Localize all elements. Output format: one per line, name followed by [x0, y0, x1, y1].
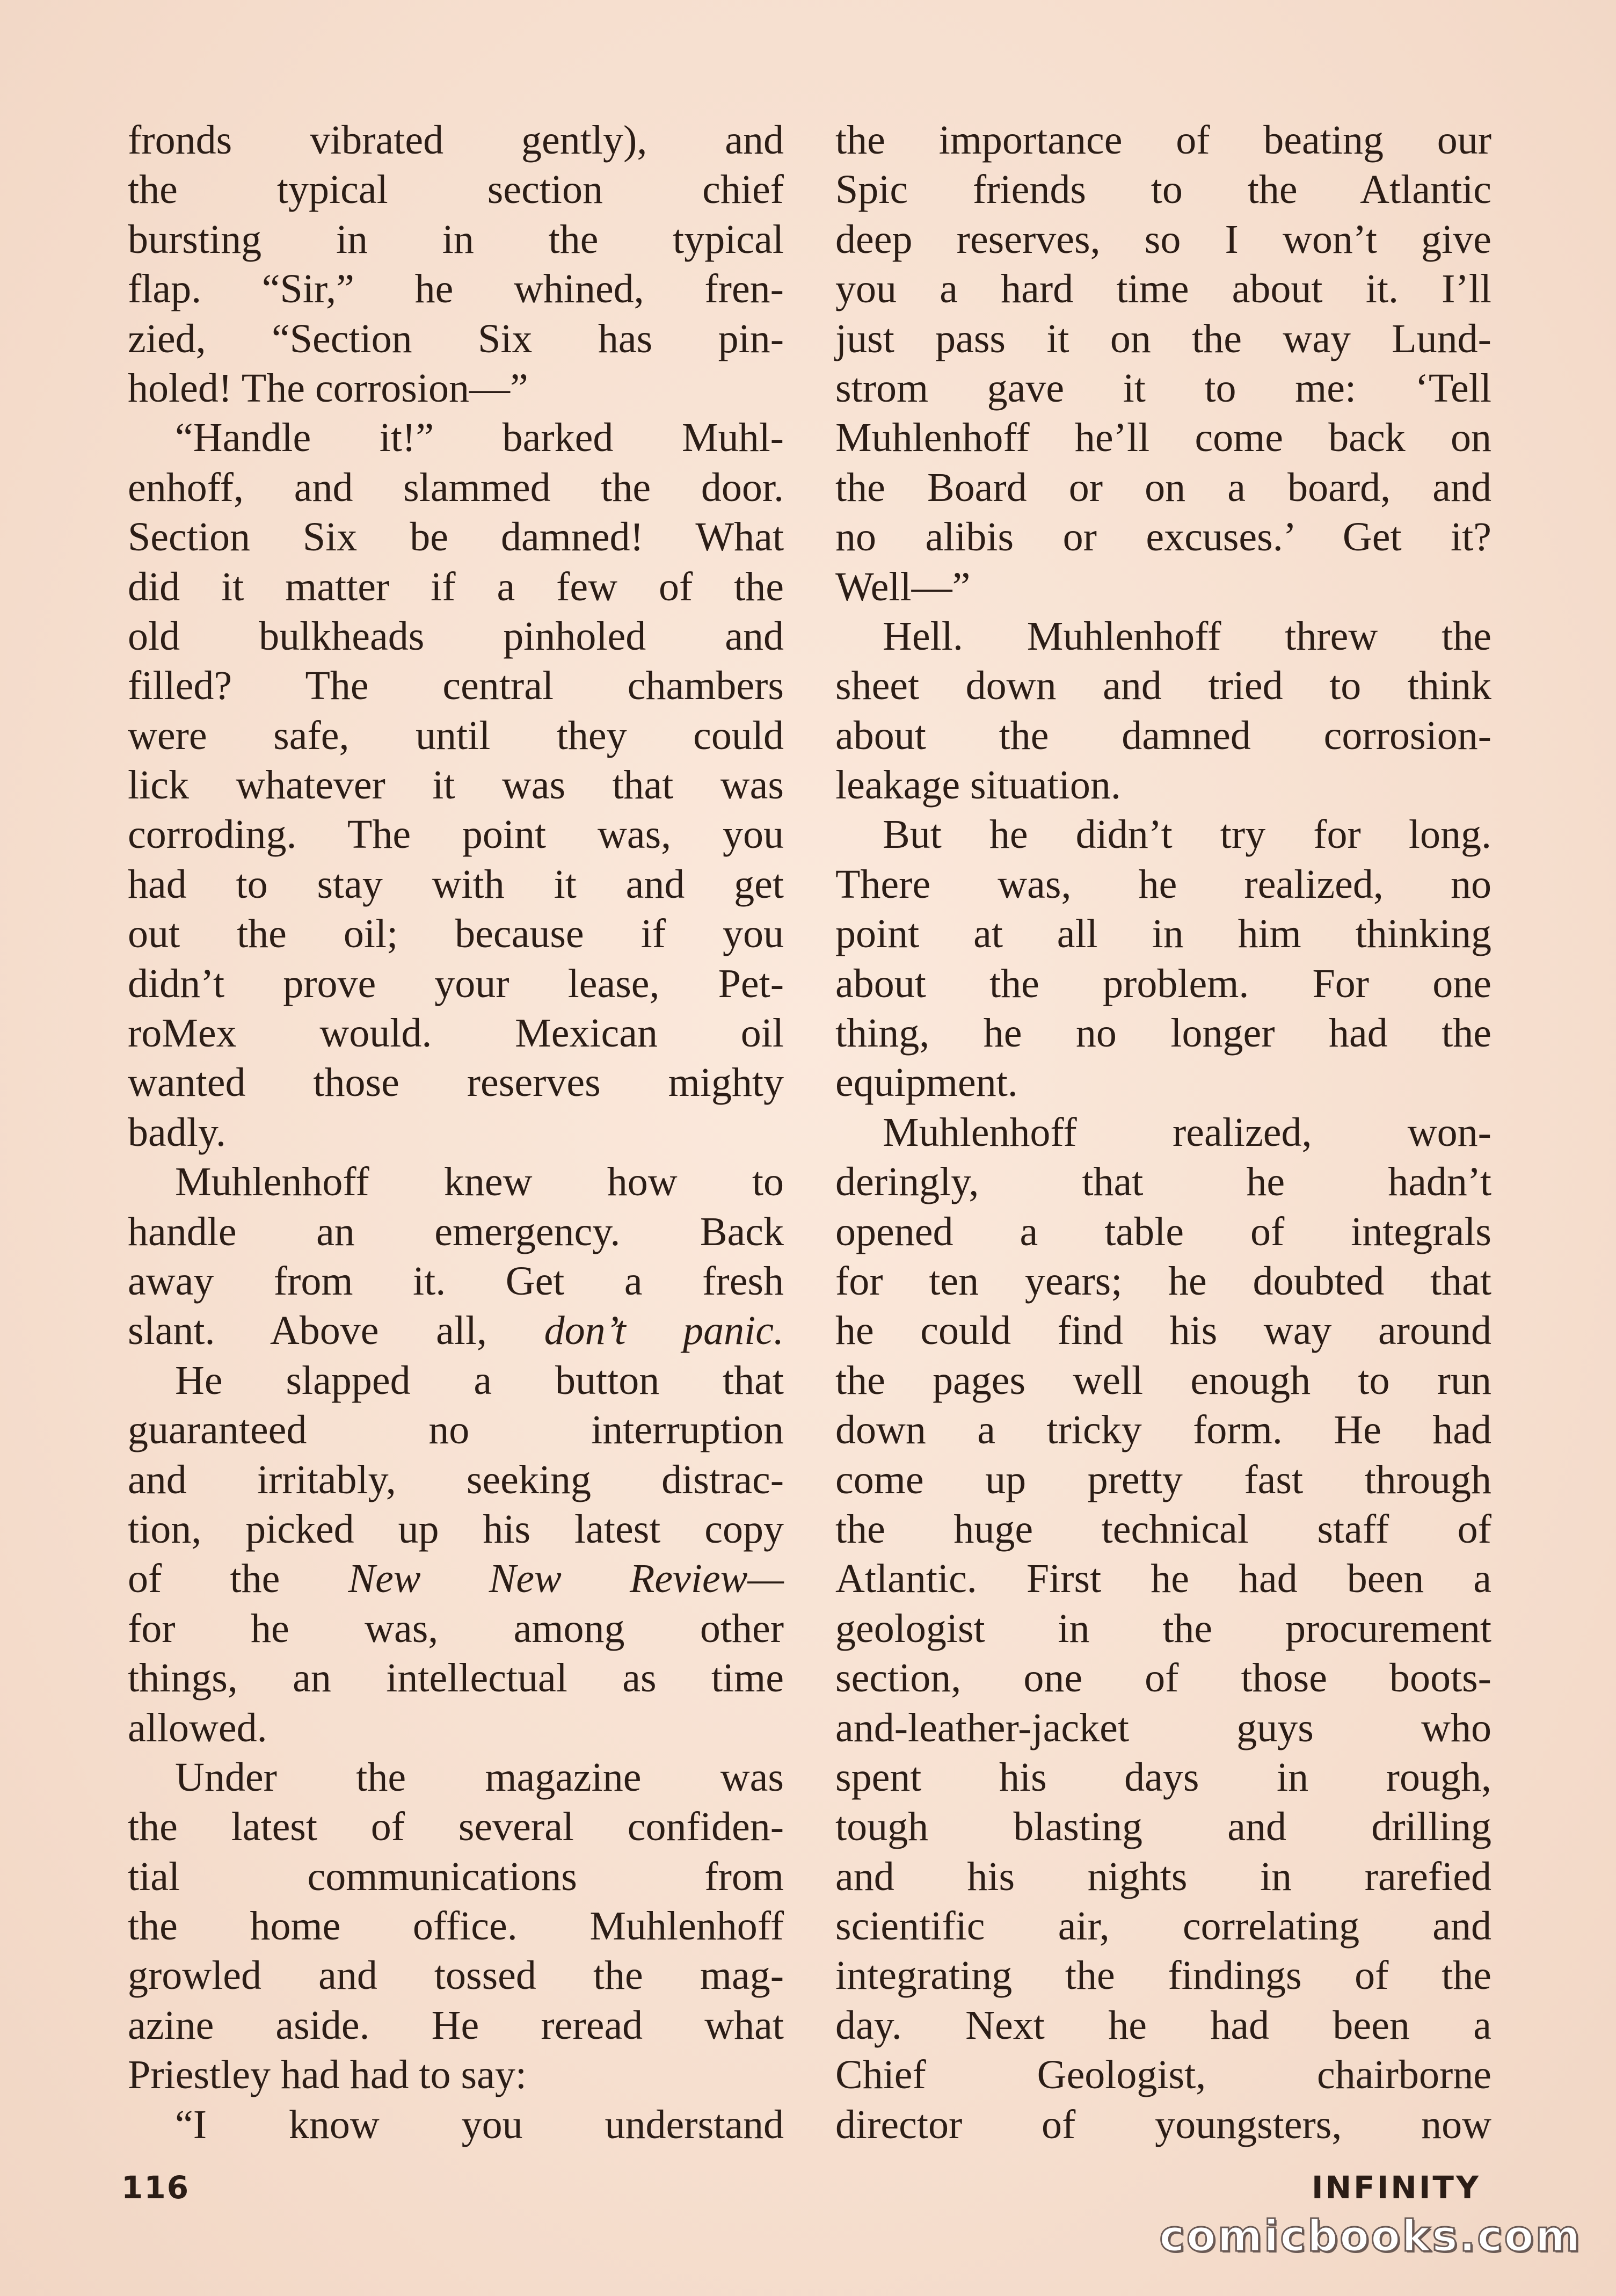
text-line-content: opened a table of integrals: [835, 1209, 1491, 1254]
text-line: [128, 661, 784, 710]
text-line: [835, 115, 1491, 165]
text-line: [128, 1108, 784, 1157]
text-line: [835, 413, 1491, 462]
text-line: [835, 1008, 1491, 1058]
text-line-content: Muhlenhoff he’ll come back on: [835, 415, 1491, 461]
text-line-content: lick whatever it was that was: [128, 762, 784, 808]
text-line-content: away from it. Get a fresh: [128, 1258, 784, 1304]
text-line: [128, 2100, 784, 2149]
text-line: [835, 612, 1491, 661]
text-line: [835, 760, 1491, 810]
text-line: [835, 2050, 1491, 2099]
text-line-content: Muhlenhoff knew how to: [175, 1159, 784, 1205]
text-line-content: just pass it on the way Lund-: [835, 316, 1491, 361]
site-watermark: comicbooks.com: [1159, 2211, 1582, 2261]
text-line: [835, 165, 1491, 214]
magazine-title: INFINITY: [1311, 2169, 1481, 2206]
text-line-content: slant. Above all,: [128, 1308, 487, 1354]
text-line: [835, 314, 1491, 364]
text-line-content: the home office. Muhlenhoff: [128, 1903, 784, 1949]
text-line: [128, 1455, 784, 1505]
text-line: [128, 1058, 784, 1107]
text-line-content: There was, he realized, no: [835, 861, 1491, 907]
text-line: [835, 562, 1491, 612]
text-line-content: He slapped a button that: [175, 1357, 784, 1403]
text-line: [835, 2100, 1491, 2149]
text-line: [128, 959, 784, 1008]
text-line-content: about the problem. For one: [835, 961, 1491, 1006]
text-line-content: bursting in in the typical: [128, 216, 784, 262]
text-line-content: tough blasting and drilling: [835, 1804, 1491, 1850]
text-line-content: the pages well enough to run: [835, 1357, 1491, 1403]
text-line: [128, 1207, 784, 1256]
text-line: [835, 215, 1491, 264]
text-line: [835, 1901, 1491, 1951]
text-line-content: “I know you understand: [175, 2102, 784, 2147]
text-line: [835, 364, 1491, 413]
text-line-content: the Board or on a board, and: [835, 464, 1491, 510]
text-line-content: did it matter if a few of the: [128, 564, 784, 609]
text-line: [835, 1505, 1491, 1554]
text-line-content: spent his days in rough,: [835, 1754, 1491, 1800]
text-line-content: tial communications from: [128, 1854, 784, 1899]
text-line-content: Chief Geologist, chairborne: [835, 2052, 1491, 2098]
text-line: [128, 1405, 784, 1455]
text-line: [835, 1405, 1491, 1455]
text-line: [128, 760, 784, 810]
text-line: [128, 1753, 784, 1802]
text-line-content: sheet down and tried to think: [835, 663, 1491, 709]
text-line-content: things, an intellectual as time: [128, 1655, 784, 1701]
text-line-content: deringly, that he hadn’t: [835, 1159, 1491, 1205]
text-line: [128, 264, 784, 314]
text-line: [835, 860, 1491, 909]
text-line-content: roMex would. Mexican oil: [128, 1011, 784, 1056]
text-line-content: zied, “Section Six has pin-: [128, 316, 784, 361]
text-line-content: the typical section chief: [128, 167, 784, 213]
text-line-content: flap. “Sir,” he whined, fren-: [128, 266, 784, 312]
text-line-content: old bulkheads pinholed and: [128, 613, 784, 659]
text-line: [835, 1256, 1491, 1306]
text-line-content: fronds vibrated gently), and: [128, 118, 784, 163]
text-line-content: you a hard time about it. I’ll: [835, 266, 1491, 312]
text-line: [128, 909, 784, 958]
text-line-content: filled? The central chambers: [128, 663, 784, 709]
text-line-content: day. Next he had been a: [835, 2002, 1491, 2048]
text-line: [128, 562, 784, 612]
text-line: [128, 711, 784, 760]
text-line-content: leakage situation.: [835, 762, 1121, 808]
text-line: [835, 1852, 1491, 1901]
text-line: [128, 1653, 784, 1703]
text-line-content: didn’t prove your lease, Pet-: [128, 961, 784, 1006]
text-line-content: Spic friends to the Atlantic: [835, 167, 1491, 213]
text-line-content: guaranteed no interruption: [128, 1407, 784, 1453]
text-line: [835, 1157, 1491, 1207]
text-line: [835, 1306, 1491, 1355]
text-line: [128, 1157, 784, 1207]
text-line: [835, 711, 1491, 760]
text-line-content: section, one of those boots-: [835, 1655, 1491, 1701]
text-line-content: Hell. Muhlenhoff threw the: [883, 613, 1491, 659]
italic-text: New New Review—: [348, 1556, 784, 1602]
text-line: [128, 1604, 784, 1653]
text-line-content: and-leather-jacket guys who: [835, 1705, 1491, 1750]
text-line-content: holed! The corrosion—”: [128, 365, 528, 411]
text-line-content: “Handle it!” barked Muhl-: [175, 415, 784, 461]
text-line: [128, 1008, 784, 1058]
text-line: [128, 413, 784, 462]
text-line: [835, 463, 1491, 512]
text-line-content: scientific air, correlating and: [835, 1903, 1491, 1949]
text-line: [128, 860, 784, 909]
left-text-column: [128, 115, 784, 2149]
text-line-content: for ten years; he doubted that: [835, 1258, 1491, 1304]
text-line: [835, 1753, 1491, 1802]
text-line-content: of the: [128, 1556, 280, 1602]
text-line-content: no alibis or excuses.’ Get it?: [835, 514, 1491, 560]
text-line: [835, 1951, 1491, 2000]
text-line-content: about the damned corrosion-: [835, 713, 1491, 758]
text-line: [128, 1256, 784, 1306]
text-line: [128, 215, 784, 264]
text-line: [128, 115, 784, 165]
text-line: [835, 810, 1491, 859]
text-line-content: out the oil; because if you: [128, 911, 784, 957]
text-line-content: deep reserves, so I won’t give: [835, 216, 1491, 262]
text-line: [835, 661, 1491, 710]
text-line: [835, 959, 1491, 1008]
text-line-content: wanted those reserves mighty: [128, 1060, 784, 1106]
text-line-content: were safe, until they could: [128, 713, 784, 758]
text-line-content: badly.: [128, 1109, 226, 1155]
text-line: [835, 1802, 1491, 1851]
text-line-content: azine aside. He reread what: [128, 2002, 784, 2048]
text-line: [128, 612, 784, 661]
text-line-content: the huge technical staff of: [835, 1506, 1491, 1552]
text-line-content: and irritably, seeking distrac-: [128, 1457, 784, 1502]
text-line: [128, 1703, 784, 1753]
text-line: [128, 1802, 784, 1851]
text-line: [835, 1703, 1491, 1753]
text-line-content: he could find his way around: [835, 1308, 1491, 1354]
text-line-content: Section Six be damned! What: [128, 514, 784, 560]
text-line: [835, 264, 1491, 314]
text-line-content: down a tricky form. He had: [835, 1407, 1491, 1453]
text-line-content: corroding. The point was, you: [128, 812, 784, 858]
text-line-content: tion, picked up his latest copy: [128, 1506, 784, 1552]
text-line: [128, 512, 784, 562]
text-line-content: allowed.: [128, 1705, 267, 1750]
text-line-content: Priestley had had to say:: [128, 2052, 527, 2098]
text-line: [128, 165, 784, 214]
text-line-content: handle an emergency. Back: [128, 1209, 784, 1254]
text-line-content: equipment.: [835, 1060, 1018, 1106]
text-line-content: for he was, among other: [128, 1605, 784, 1651]
text-line: [835, 1455, 1491, 1505]
text-line: [128, 2001, 784, 2050]
text-line-content: thing, he no longer had the: [835, 1011, 1491, 1056]
italic-text: don’t panic.: [544, 1308, 784, 1354]
text-line: [128, 1951, 784, 2000]
text-line: [835, 1058, 1491, 1107]
text-line: [128, 1306, 784, 1355]
page-number: 116: [121, 2169, 190, 2206]
right-text-column: [835, 115, 1491, 2149]
text-line: [128, 1901, 784, 1951]
text-line: [835, 2001, 1491, 2050]
text-line: [835, 909, 1491, 958]
text-line: [835, 1356, 1491, 1405]
text-line-content: Muhlenhoff realized, won-: [883, 1109, 1491, 1155]
text-line: [835, 1604, 1491, 1653]
text-line-content: But he didn’t try for long.: [883, 812, 1491, 858]
text-line-content: and his nights in rarefied: [835, 1854, 1491, 1899]
text-line: [128, 463, 784, 512]
text-line: [128, 314, 784, 364]
text-line: [128, 2050, 784, 2099]
text-line-content: had to stay with it and get: [128, 861, 784, 907]
text-line-content: Atlantic. First he had been a: [835, 1556, 1491, 1602]
text-line: [128, 810, 784, 859]
text-line-content: strom gave it to me: ‘Tell: [835, 365, 1491, 411]
text-line-content: the importance of beating our: [835, 118, 1491, 163]
text-line: [835, 1554, 1491, 1603]
text-line-content: Well—”: [835, 564, 971, 609]
text-line: [128, 1852, 784, 1901]
text-line: [128, 364, 784, 413]
text-line-content: come up pretty fast through: [835, 1457, 1491, 1502]
text-line-content: point at all in him thinking: [835, 911, 1491, 957]
text-line: [835, 1653, 1491, 1703]
text-line: [835, 1108, 1491, 1157]
text-line-content: Under the magazine was: [175, 1754, 784, 1800]
text-line: [128, 1505, 784, 1554]
text-line-content: growled and tossed the mag-: [128, 1953, 784, 1999]
text-line-content: director of youngsters, now: [835, 2102, 1491, 2147]
text-line: [835, 512, 1491, 562]
text-line-content: enhoff, and slammed the door.: [128, 464, 784, 510]
text-line-content: geologist in the procurement: [835, 1605, 1491, 1651]
text-line: [835, 1207, 1491, 1256]
text-line-content: the latest of several confiden-: [128, 1804, 784, 1850]
text-line-content: integrating the findings of the: [835, 1953, 1491, 1999]
text-line: [128, 1356, 784, 1405]
text-line: [128, 1554, 784, 1603]
